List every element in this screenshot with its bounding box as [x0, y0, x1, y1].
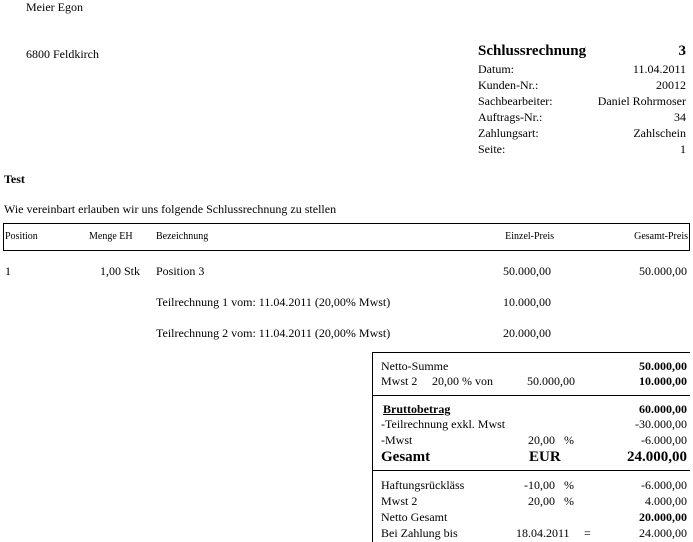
intro-text: Wie vereinbart erlauben wir uns folgende Schlussrechnung zu stellen: [4, 202, 337, 216]
mwst3-pct: 20,00: [528, 494, 555, 508]
teil1-label: Teilrechnung 1 vom: 11.04.2011 (20,00% Mwst): [156, 295, 391, 309]
zahl-value: 24.000,00: [639, 526, 687, 540]
invoice-number: 3: [678, 43, 686, 59]
mwst3-value: 4.000,00: [645, 494, 687, 508]
mwst2-label: -Mwst: [381, 433, 413, 447]
netto-label: Netto-Summe: [381, 359, 449, 373]
customer-name: Meier Egon: [26, 0, 83, 14]
zahl-label: Bei Zahlung bis: [381, 526, 458, 540]
mwst3-unit: %: [564, 494, 574, 508]
invoice-field-value: 11.04.2011: [632, 62, 686, 76]
subject: Test: [4, 172, 25, 186]
invoice-field-label: Zahlungsart:: [478, 126, 539, 140]
mwst2-unit: %: [564, 433, 574, 447]
haft-label: Haftungsrückläss: [381, 478, 465, 492]
mwst2-value: -6.000,00: [641, 433, 687, 447]
haft-pct: -10,00: [524, 478, 555, 492]
col-menge: Menge EH: [89, 231, 133, 242]
row-einzel: 50.000,00: [503, 264, 551, 278]
mwst-label: Mwst 2: [381, 374, 418, 388]
invoice-field-label: Sachbearbeiter:: [478, 94, 553, 108]
teil-value: -30.000,00: [635, 417, 687, 431]
customer-city: 6800 Feldkirch: [26, 47, 99, 61]
teil-label: -Teilrechnung exkl. Mwst: [381, 417, 506, 431]
mwst2-pct: 20,00: [528, 433, 555, 447]
row-bezeichnung: Position 3: [156, 264, 205, 278]
nettog-label: Netto Gesamt: [381, 510, 448, 524]
col-position: Position: [5, 231, 38, 242]
mwst-base: 50.000,00: [527, 374, 575, 388]
mwst-value: 10.000,00: [639, 374, 687, 388]
haft-value: -6.000,00: [641, 478, 687, 492]
brutto-value: 60.000,00: [639, 402, 687, 416]
gesamt-value: 24.000,00: [627, 449, 687, 465]
nettog-value: 20.000,00: [639, 510, 687, 524]
invoice-field-value: 20012: [656, 78, 686, 92]
zahl-eq: =: [584, 526, 591, 540]
invoice-title: Schlussrechnung: [478, 43, 587, 59]
row-position: 1: [5, 264, 11, 278]
invoice-field-value: Zahlschein: [633, 126, 686, 140]
col-bezeichnung: Bezeichnung: [156, 231, 209, 242]
col-gesamt: Gesamt-Preis: [634, 231, 688, 242]
invoice-field-label: Seite:: [478, 142, 506, 156]
teil2-value: 20.000,00: [503, 326, 551, 340]
teil2-label: Teilrechnung 2 vom: 11.04.2011 (20,00% Mwst): [156, 326, 391, 340]
haft-unit: %: [564, 478, 574, 492]
invoice-field-value: 34: [674, 110, 686, 124]
invoice-field-label: Datum:: [478, 62, 514, 76]
mwst-pct: 20,00 % von: [432, 374, 493, 388]
zahl-date: 18.04.2011: [516, 526, 570, 540]
gesamt-label: Gesamt: [381, 449, 431, 465]
teil1-value: 10.000,00: [503, 295, 551, 309]
row-menge: 1,00 Stk: [99, 264, 140, 278]
invoice-field-value: 1: [680, 142, 686, 156]
gesamt-currency: EUR: [529, 449, 561, 465]
invoice-field-label: Auftrags-Nr.:: [478, 110, 543, 124]
col-einzel: Einzel-Preis: [505, 231, 554, 242]
mwst3-label: Mwst 2: [381, 494, 418, 508]
invoice-field-label: Kunden-Nr.:: [478, 78, 539, 92]
netto-value: 50.000,00: [639, 359, 687, 373]
brutto-label: Bruttobetrag: [383, 402, 451, 416]
invoice-field-value: Daniel Rohrmoser: [597, 94, 686, 108]
row-gesamt: 50.000,00: [639, 264, 687, 278]
